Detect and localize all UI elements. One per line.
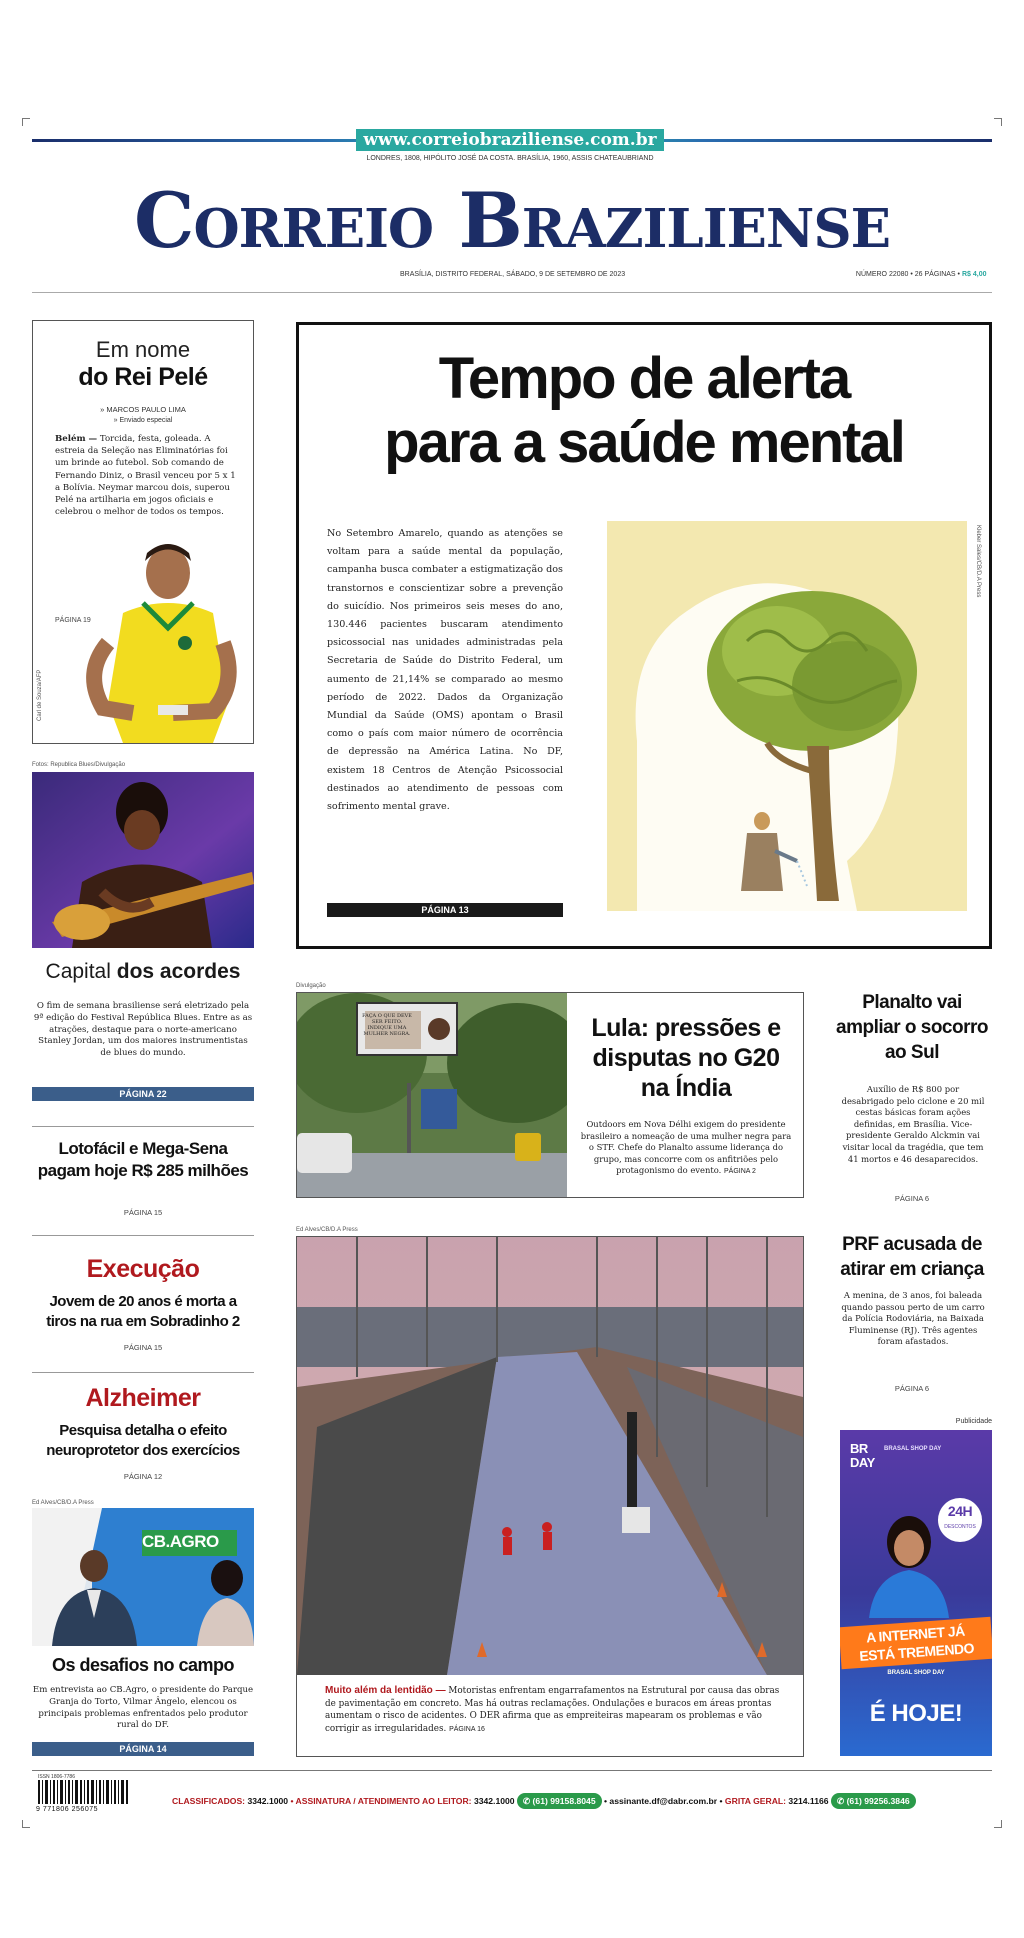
ad-tag: BRASAL SHOP DAY	[887, 1670, 945, 1676]
divider	[32, 1235, 254, 1236]
ad-line-2: ESTÁ TREMENDO	[858, 1639, 975, 1664]
main-text: No Setembro Amarelo, quando as atenções se voltam para a saúde mental da população, campanha busca combater a estigmatização dos transtornos e conscientizar sobre a prevenção do suicídio. Nos primeiros seis meses do ano, 130.446 pacientes buscaram atendimento psicossocial nas unidades administradas pela Secretaria de Saúde do Distrito Federal, um aumento de 21,14% se comparado ao mesmo período de 2022. Dados da Organização Mundial da Saúde (OMS) apontam o Brasil como o país com maior número de ocorrência de depressão na América Latina. No DF, existem 18 Centros de Atenção Psicossocial destinados ao atendimento de pessoas com sofrimento mental grave.	[327, 528, 563, 813]
lula-page[interactable]: PÁGINA 2	[723, 1168, 756, 1176]
classificados-label: CLASSIFICADOS:	[172, 1796, 246, 1806]
crop-mark	[994, 1820, 1002, 1828]
main-headline-1: Tempo de alerta	[438, 346, 850, 411]
ad-line-1: A INTERNET JÁ	[865, 1622, 966, 1646]
execucao-title: Jovem de 20 anos é morta a tiros na rua em Sobradinho 2	[46, 1293, 240, 1330]
lula-photo	[297, 993, 567, 1197]
ad-line-wrap	[840, 1617, 992, 1670]
road-photo	[297, 1237, 803, 1675]
lula-text	[579, 1119, 793, 1178]
ad-cta[interactable]: É HOJE!	[869, 1700, 963, 1727]
estrutural-body: Motoristas enfrentam engarrafamentos na Estrutural por causa das obras de pavimentação em concreto. Mas há outras reclamações. Ondulações e buracos em áreas prontas aumentam o risco de acidentes. O DER afirma que as empreiteiras mapearam os problemas e vão corrigir as irregularidades.	[325, 1686, 780, 1734]
ad-hours: 24H	[947, 1503, 973, 1519]
alzheimer-title: Pesquisa detalha o efeito neuroprotetor dos exercícios	[46, 1422, 240, 1459]
barcode-number: 9 771806 256075	[36, 1806, 98, 1813]
capital-photo-credit: Fotos: Republica Blues/Divulgação	[32, 762, 126, 768]
estrutural-title: Muito além da lentidão —	[325, 1685, 446, 1696]
masthead-dateline: BRASÍLIA, DISTRITO FEDERAL, SÁBADO, 9 DE SETEMBRO DE 2023	[400, 271, 626, 278]
whatsapp-2[interactable]	[831, 1793, 916, 1809]
crop-mark	[994, 118, 1002, 126]
ad-label: Publicidade	[955, 1418, 992, 1425]
footer-rule	[32, 1770, 992, 1771]
pele-author: » MARCOS PAULO LIMA	[100, 405, 186, 414]
main-story-box	[296, 322, 992, 949]
capital-title-a: Capital	[45, 960, 111, 983]
prf-page[interactable]: PÁGINA 6	[894, 1384, 930, 1393]
lula-box	[296, 992, 804, 1198]
prf-text: A menina, de 3 anos, foi baleada quando passou perto de um carro da Polícia Rodoviária, na Baixada Fluminense (RJ). Três agentes foram afastados.	[841, 1290, 985, 1347]
divider	[32, 1372, 254, 1373]
classificados-phone[interactable]: 3342.1000	[247, 1796, 289, 1806]
whatsapp-icon: ✆	[836, 1796, 845, 1806]
grita-phone[interactable]: 3214.1166	[788, 1796, 829, 1806]
whatsapp-2-number: (61) 99256.3846	[846, 1796, 910, 1806]
planalto-page[interactable]: PÁGINA 6	[894, 1194, 930, 1203]
divider	[32, 1126, 254, 1127]
loto-page[interactable]: PÁGINA 15	[123, 1208, 163, 1217]
lula-title: Lula: pressões e disputas no G20 na Índia	[591, 1014, 781, 1102]
main-page[interactable]: PÁGINA 13	[327, 903, 563, 917]
masthead-price: R$ 4,00	[962, 271, 987, 278]
capital-title-b: dos acordes	[116, 960, 241, 983]
agro-text: Em entrevista ao CB.Agro, o presidente do Parque Granja do Torto, Vilmar Ângelo, elencou os principais problemas enfrentados pelo produtor rural do DF.	[32, 1685, 254, 1731]
estrutural-credit: Ed Alves/CB/D.A Press	[296, 1227, 358, 1233]
brasal-ad[interactable]	[840, 1430, 992, 1756]
whatsapp-1[interactable]	[517, 1793, 602, 1809]
grita-label: GRITA GERAL:	[724, 1796, 787, 1806]
assinatura-phone[interactable]: 3342.1000	[473, 1796, 515, 1806]
planalto-title: Planalto vai ampliar o socorro ao Sul	[836, 992, 988, 1063]
prf-title: PRF acusada de atirar em criança	[840, 1234, 984, 1280]
assinatura-label: • ASSINATURA / ATENDIMENTO AO LEITOR:	[290, 1796, 472, 1806]
lula-credit: Divulgação	[296, 983, 326, 989]
whatsapp-icon: ✆	[522, 1796, 531, 1806]
capital-title	[32, 960, 254, 984]
masthead-title-wrap	[80, 166, 944, 276]
agro-credit: Ed Alves/CB/D.A Press	[32, 1500, 94, 1506]
capital-page[interactable]: PÁGINA 22	[32, 1087, 254, 1101]
pele-page[interactable]: PÁGINA 19	[55, 617, 91, 624]
agro-brand: CB.AGRO	[142, 1532, 219, 1551]
alzheimer-page[interactable]: PÁGINA 12	[123, 1472, 163, 1481]
lula-body: Outdoors em Nova Délhi exigem do presidente brasileiro a nomeação de uma mulher negra para o STF. Chefe do Planalto assume liderança do grupo, mas concorre com os anfitriões pelo protagonismo do evento.	[580, 1119, 792, 1176]
main-headline-2: para a saúde mental	[384, 410, 904, 475]
planalto-text: Auxílio de R$ 800 por desabrigado pelo ciclone e 20 mil cestas básicas foram ações definidas, em Brasília. Vice-presidente Geraldo Alckmin vai visitar local da tragédia, que tem 41 mortos e 46 desaparecidos.	[841, 1084, 985, 1164]
execucao-page[interactable]: PÁGINA 15	[123, 1343, 163, 1352]
ad-hours-sub: DESCONTOS	[944, 1524, 976, 1530]
pele-title: do Rei Pelé	[78, 363, 208, 391]
masthead-url[interactable]: www.correiobraziliense.com.br	[356, 129, 664, 151]
ad-shop: BRASAL SHOP DAY	[884, 1446, 942, 1452]
ad-woman-photo	[854, 1508, 964, 1618]
assinante-email[interactable]: • assinante.df@dabr.com.br •	[604, 1796, 723, 1806]
estrutural-box	[296, 1236, 804, 1757]
estrutural-page[interactable]: PÁGINA 16	[449, 1725, 485, 1733]
pele-text	[55, 433, 239, 518]
estrutural-text	[325, 1685, 785, 1736]
whatsapp-1-number: (61) 99158.8045	[532, 1796, 596, 1806]
pele-kicker: Em nome	[95, 337, 191, 362]
main-credit: Kleber Sales/CB/D.A Press	[975, 525, 981, 598]
masthead-bottom-rule	[32, 292, 992, 293]
crop-mark	[22, 118, 30, 126]
masthead-issue: NÚMERO 22080 • 26 PÁGINAS •	[855, 271, 960, 278]
agro-title: Os desafios no campo	[51, 1655, 235, 1675]
masthead-founders: LONDRES, 1808, HIPÓLITO JOSÉ DA COSTA. BRASÍLIA, 1960, ASSIS CHATEAUBRIAND	[366, 155, 654, 162]
pele-credit: Carl de Souza/AFP	[37, 669, 43, 721]
agro-page[interactable]: PÁGINA 14	[32, 1742, 254, 1756]
lula-billboard-text: FAÇA O QUE DEVE SER FEITO. INDIQUE UMA MULHER NEGRA.	[362, 1013, 412, 1037]
loto-title: Lotofácil e Mega-Sena pagam hoje R$ 285 milhões	[37, 1139, 249, 1180]
footer-contacts	[172, 1792, 992, 1810]
agro-photo	[32, 1508, 254, 1646]
pele-author-role: » Enviado especial	[113, 417, 173, 424]
barcode-issn: ISSN 1806-7786	[38, 1774, 75, 1780]
pele-box	[32, 320, 254, 744]
execucao-kicker: Execução	[86, 1255, 200, 1283]
ad-event-1: BR	[850, 1441, 868, 1456]
guitarist-photo	[32, 772, 254, 948]
ad-event-2: DAY	[850, 1455, 875, 1470]
brain-tree-illustration	[607, 521, 967, 911]
pele-dateline: Belém —	[55, 434, 98, 444]
alzheimer-kicker: Alzheimer	[85, 1384, 201, 1412]
masthead-title: Correio Braziliense	[133, 176, 891, 265]
pele-body: Torcida, festa, goleada. A estreia da Seleção nas Eliminatórias foi um brinde ao futebol. Sob comando de Fernando Diniz, o Brasil venceu por 5 x 1 a Bolívia. Neymar marcou dois, superou Pelé na artilharia em jogos oficiais e celebrou o melhor de todos os tempos.	[55, 434, 236, 518]
neymar-photo	[63, 533, 253, 743]
capital-text: O fim de semana brasiliense será eletrizado pela 9ª edição do Festival República Blues. Entre as as atrações, destaque para o norte-americano Stanley Jordan, um dos maiores instrumentistas de blues do mundo.	[33, 1001, 253, 1059]
crop-mark	[22, 1820, 30, 1828]
